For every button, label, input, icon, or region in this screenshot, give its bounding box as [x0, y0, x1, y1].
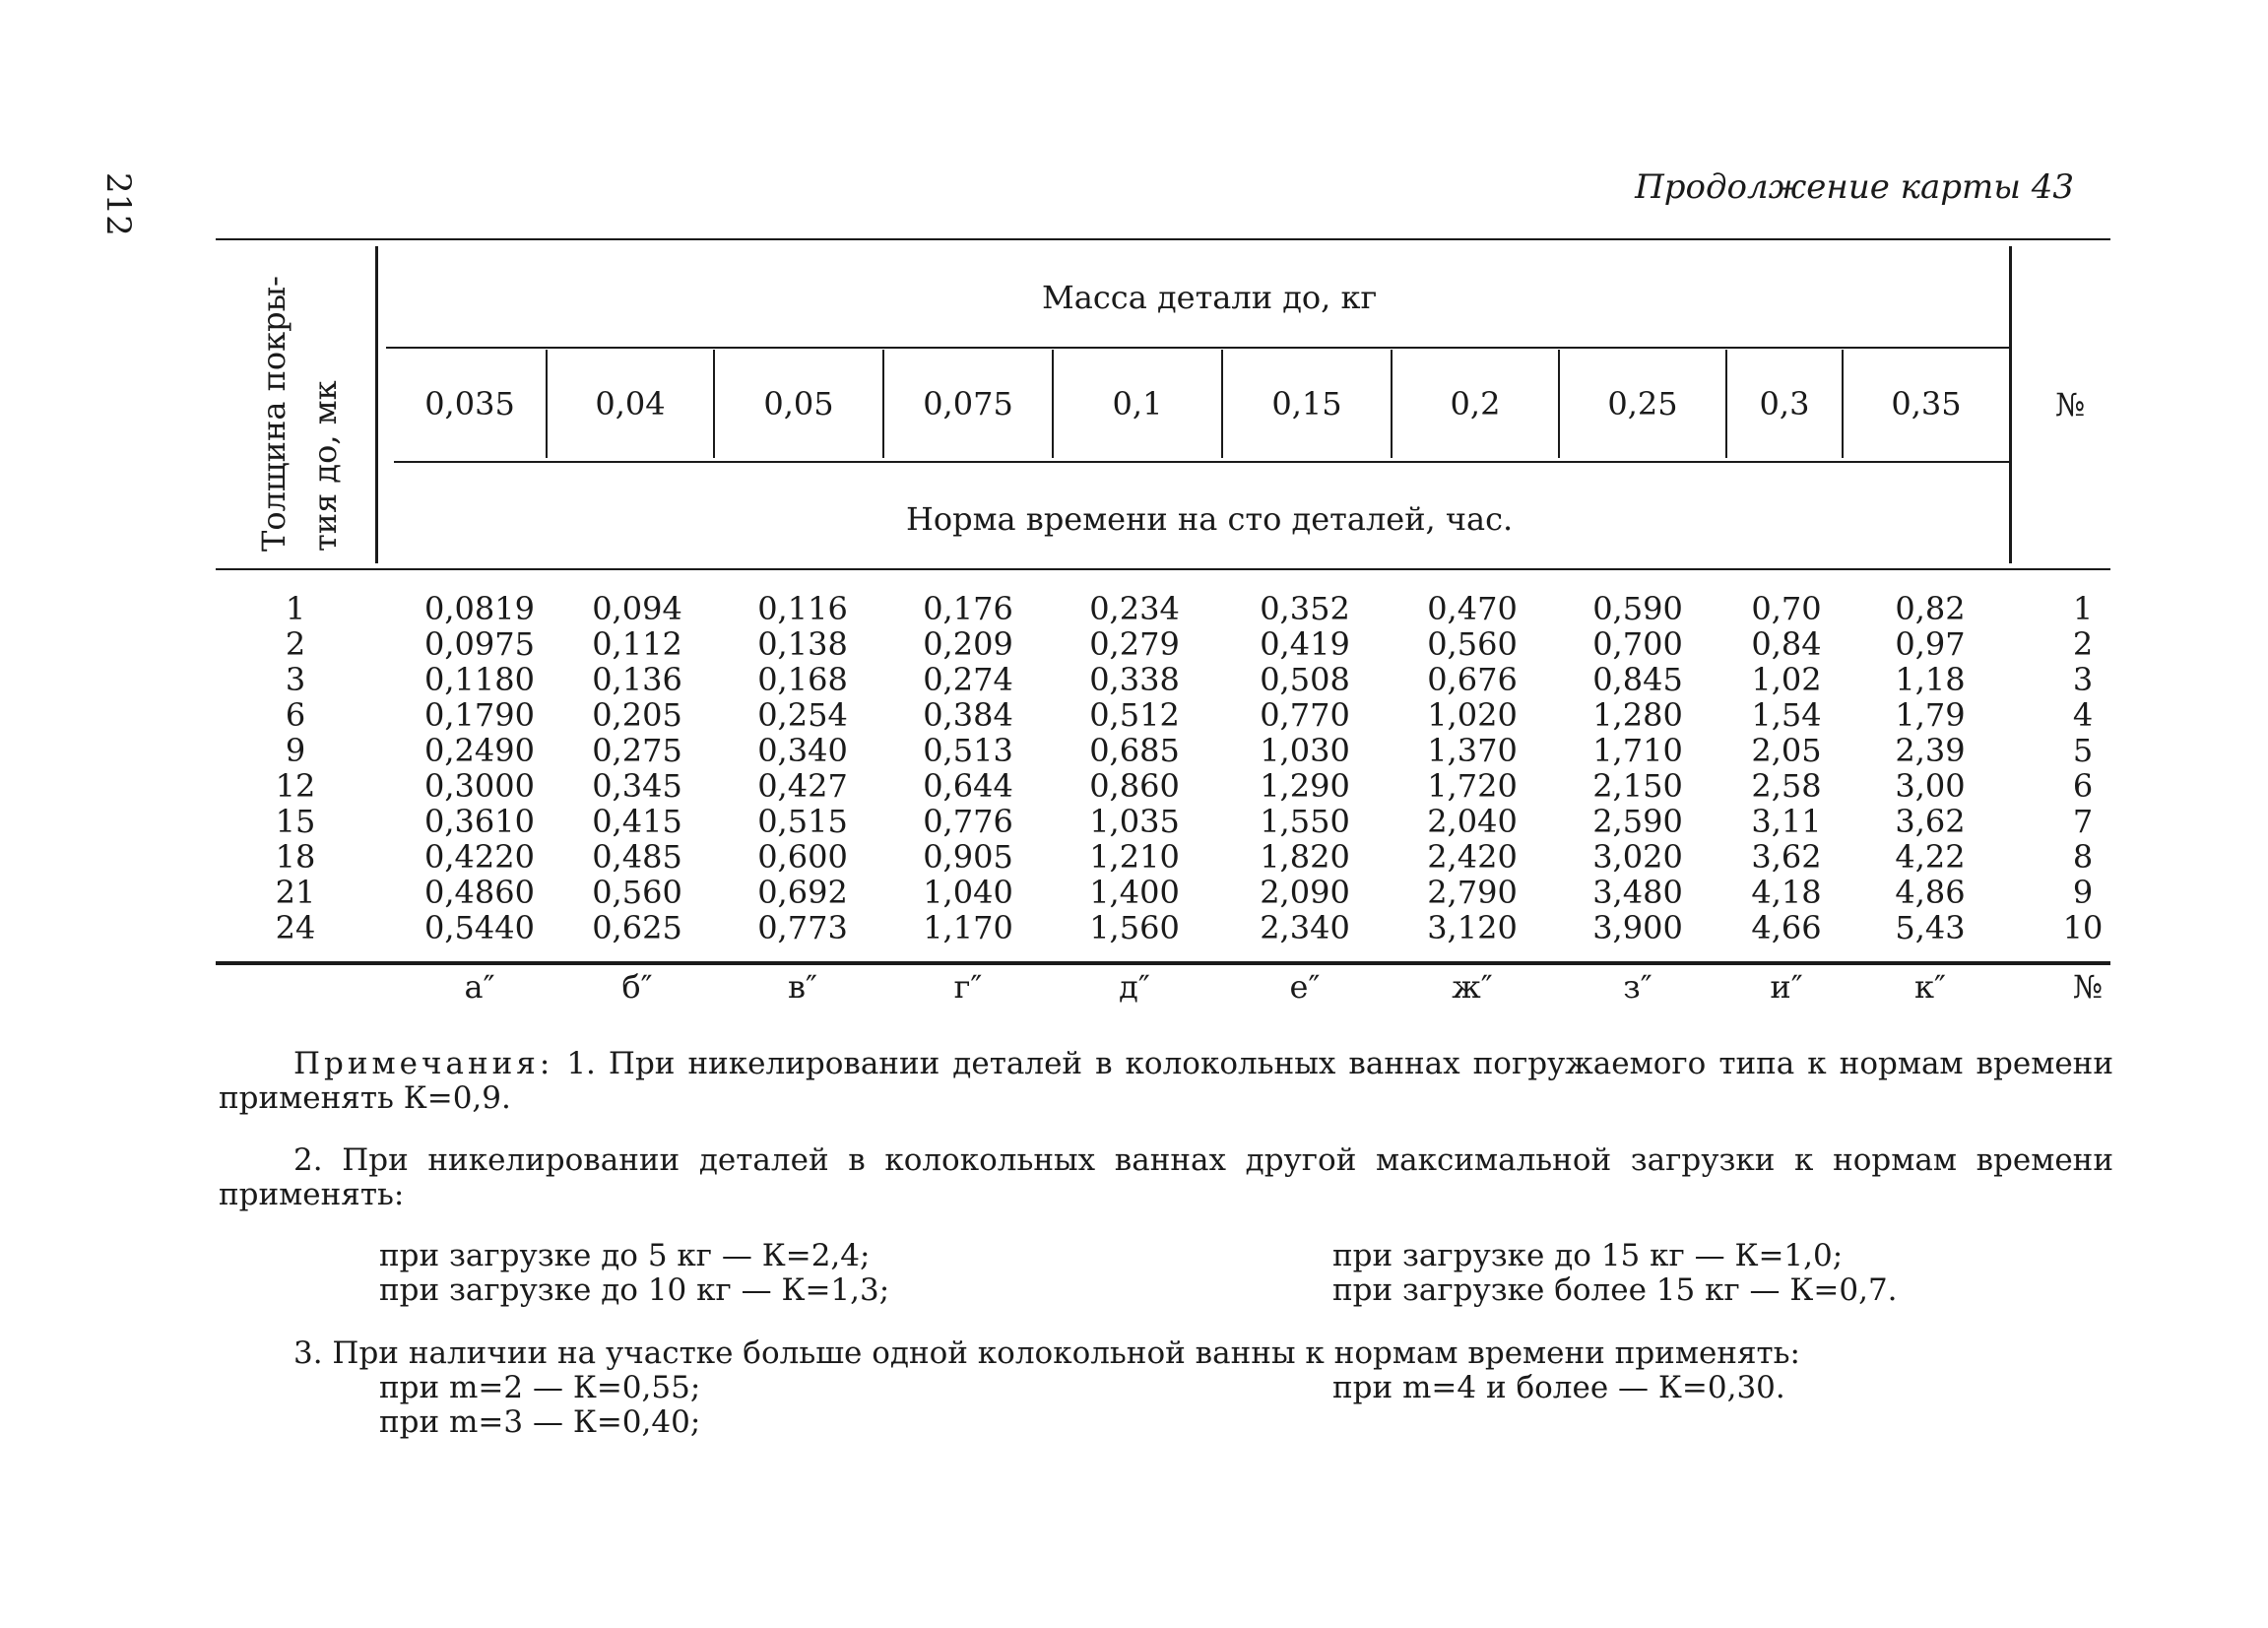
column-label: е″	[1289, 968, 1321, 1006]
norm-cell: 0,560	[1427, 625, 1518, 663]
column-label: в″	[788, 968, 817, 1006]
header-bottom-rule	[216, 568, 2110, 570]
norm-column-e	[1080, 591, 1189, 945]
norm-cell: 3,480	[1592, 874, 1683, 911]
norm-cell: 1,720	[1427, 767, 1518, 805]
norm-cell: 1,210	[1089, 838, 1180, 876]
row-number: 2	[2072, 625, 2094, 663]
norm-cell: 0,274	[923, 661, 1013, 698]
norm-cell: 2,790	[1427, 874, 1518, 911]
column-label: ж″	[1452, 968, 1493, 1006]
norm-cell: 0,770	[1260, 696, 1350, 734]
number-header: №	[2055, 386, 2086, 423]
norm-cell: 0,508	[1260, 661, 1350, 698]
number-column-divider	[2009, 246, 2012, 563]
thickness-value: 6	[285, 696, 306, 734]
norm-column-k	[1881, 591, 1979, 945]
mass-value: 0,2	[1450, 385, 1501, 423]
page-number: 212	[98, 172, 138, 236]
mass-value: 0,25	[1607, 385, 1678, 423]
column-label: з″	[1623, 968, 1652, 1006]
norm-cell: 0,845	[1592, 661, 1683, 698]
norm-cell: 0,116	[757, 590, 848, 627]
table-bottom-rule	[216, 961, 2110, 965]
thickness-value: 18	[275, 838, 316, 876]
row-number: 9	[2072, 874, 2094, 911]
norm-cell: 3,62	[1895, 803, 1966, 840]
norm-cell: 0,338	[1089, 661, 1180, 698]
norm-cell: 3,11	[1751, 803, 1822, 840]
mass-header: Масса детали до, кг	[1042, 279, 1378, 316]
mass-value: 0,035	[424, 385, 515, 423]
thickness-header	[248, 276, 351, 552]
norm-cell: 0,4860	[424, 874, 535, 911]
load-factor: при загрузке до 5 кг — К=2,4;	[379, 1238, 871, 1273]
norm-cell: 3,900	[1592, 909, 1683, 946]
bath-factor: при m=4 и более — К=0,30.	[1332, 1370, 1785, 1405]
norm-cell: 1,54	[1751, 696, 1822, 734]
norm-cell: 0,676	[1427, 661, 1518, 698]
continuation-title: Продолжение карты 43	[1635, 167, 2074, 207]
note-3-text: 3. При наличии на участке больше одной колокольной ванны к нормам времени применять:	[293, 1335, 1800, 1371]
norm-cell: 0,205	[592, 696, 682, 734]
norm-cell: 1,030	[1260, 732, 1350, 769]
row-number: 10	[2062, 909, 2104, 946]
norm-cell: 1,18	[1895, 661, 1966, 698]
row-number: 1	[2072, 590, 2094, 627]
column-label: и″	[1770, 968, 1803, 1006]
column-label: к″	[1914, 968, 1946, 1006]
norm-cell: 0,2490	[424, 732, 535, 769]
norm-cell: 0,515	[757, 803, 848, 840]
mass-value: 0,15	[1271, 385, 1342, 423]
norm-cell: 0,1790	[424, 696, 535, 734]
norm-cell: 1,290	[1260, 767, 1350, 805]
column-label: г″	[953, 968, 983, 1006]
norm-cell: 2,39	[1895, 732, 1966, 769]
thickness-column	[256, 591, 335, 945]
row-header-divider	[375, 246, 378, 563]
norm-cell: 4,86	[1895, 874, 1966, 911]
norm-cell: 0,176	[923, 590, 1013, 627]
norm-cell: 0,776	[923, 803, 1013, 840]
row-number: 5	[2072, 732, 2094, 769]
norm-cell: 1,020	[1427, 696, 1518, 734]
norm-cell: 0,470	[1427, 590, 1518, 627]
norm-cell: 0,094	[592, 590, 682, 627]
norm-cell: 0,485	[592, 838, 682, 876]
norm-cell: 0,4220	[424, 838, 535, 876]
column-label: д″	[1119, 968, 1150, 1006]
norm-cell: 0,254	[757, 696, 848, 734]
norm-cell: 0,860	[1089, 767, 1180, 805]
load-factor: при загрузке до 15 кг — К=1,0;	[1332, 1238, 1844, 1273]
norm-cell: 2,340	[1260, 909, 1350, 946]
norm-cell: 0,905	[923, 838, 1013, 876]
norm-cell: 0,97	[1895, 625, 1966, 663]
norm-cell: 0,82	[1895, 590, 1966, 627]
norm-cell: 0,1180	[424, 661, 535, 698]
thickness-value: 3	[285, 661, 306, 698]
row-number: 7	[2072, 803, 2094, 840]
note-2-text: 2. При никелировании деталей в колокольных ваннах другой максимальной загрузки к нормам времени применять:	[219, 1142, 2113, 1212]
bath-factor: при m=3 — К=0,40;	[379, 1404, 701, 1440]
norm-cell: 0,352	[1260, 590, 1350, 627]
norm-column-g	[1418, 591, 1526, 945]
norm-cell: 4,18	[1751, 874, 1822, 911]
norm-cell: 0,560	[592, 874, 682, 911]
column-label: а″	[464, 968, 495, 1006]
norm-cell: 0,415	[592, 803, 682, 840]
norm-cell: 0,70	[1751, 590, 1822, 627]
norm-cell: 1,710	[1592, 732, 1683, 769]
norm-column-d	[914, 591, 1022, 945]
norm-cell: 0,340	[757, 732, 848, 769]
mass-bottom-rule	[394, 461, 2009, 463]
footer-number-label: №	[2072, 968, 2104, 1006]
norm-cell: 2,58	[1751, 767, 1822, 805]
norm-cell: 1,370	[1427, 732, 1518, 769]
norm-cell: 1,040	[923, 874, 1013, 911]
norm-cell: 5,43	[1895, 909, 1966, 946]
thickness-value: 21	[275, 874, 316, 911]
norm-cell: 1,820	[1260, 838, 1350, 876]
norm-cell: 2,150	[1592, 767, 1683, 805]
norm-cell: 1,035	[1089, 803, 1180, 840]
thickness-header-line2: тия до, мк	[306, 380, 344, 552]
norm-header: Норма времени на сто деталей, час.	[906, 500, 1514, 538]
norm-cell: 0,84	[1751, 625, 1822, 663]
row-number: 8	[2072, 838, 2094, 876]
norm-cell: 0,0819	[424, 590, 535, 627]
norm-cell: 0,427	[757, 767, 848, 805]
norm-cell: 2,420	[1427, 838, 1518, 876]
mass-value: 0,05	[763, 385, 834, 423]
norm-cell: 2,05	[1751, 732, 1822, 769]
mass-value: 0,35	[1891, 385, 1962, 423]
norm-cell: 1,560	[1089, 909, 1180, 946]
norm-cell: 3,120	[1427, 909, 1518, 946]
norm-cell: 2,590	[1592, 803, 1683, 840]
mass-top-rule	[386, 347, 2009, 349]
norm-cell: 0,112	[592, 625, 682, 663]
norm-cell: 0,773	[757, 909, 848, 946]
norm-cell: 0,625	[592, 909, 682, 946]
norm-column-f	[1251, 591, 1359, 945]
thickness-value: 9	[285, 732, 306, 769]
norm-cell: 3,62	[1751, 838, 1822, 876]
bath-factor: при m=2 — К=0,55;	[379, 1370, 701, 1405]
mass-value: 0,075	[923, 385, 1013, 423]
norm-cell: 1,02	[1751, 661, 1822, 698]
norm-cell: 0,136	[592, 661, 682, 698]
norm-cell: 0,384	[923, 696, 1013, 734]
norm-cell: 4,22	[1895, 838, 1966, 876]
table-top-rule	[216, 238, 2110, 240]
norm-cell: 0,275	[592, 732, 682, 769]
row-number: 4	[2072, 696, 2094, 734]
thickness-value: 2	[285, 625, 306, 663]
note-2	[219, 1143, 2113, 1212]
norm-cell: 0,685	[1089, 732, 1180, 769]
thickness-value: 24	[275, 909, 316, 946]
norm-cell: 0,700	[1592, 625, 1683, 663]
load-factor: при загрузке более 15 кг — К=0,7.	[1332, 1272, 1898, 1308]
norm-cell: 0,3000	[424, 767, 535, 805]
mass-value: 0,04	[595, 385, 666, 423]
note-1	[219, 1047, 2113, 1116]
norm-cell: 2,040	[1427, 803, 1518, 840]
thickness-value: 12	[275, 767, 316, 805]
mass-value: 0,1	[1112, 385, 1163, 423]
norm-cell: 4,66	[1751, 909, 1822, 946]
row-number: 3	[2072, 661, 2094, 698]
note-1-text: 1. При никелировании деталей в колокольных ваннах погружаемого типа к нормам времени применять К=0,9.	[219, 1046, 2113, 1116]
row-number-column	[2058, 591, 2107, 945]
norm-column-h	[1584, 591, 1692, 945]
column-label: б″	[621, 968, 653, 1006]
thickness-header-line1: Толщина покры-	[255, 276, 292, 552]
norm-cell: 0,168	[757, 661, 848, 698]
norm-cell: 0,513	[923, 732, 1013, 769]
norm-cell: 1,79	[1895, 696, 1966, 734]
norm-column-c	[748, 591, 857, 945]
norm-cell: 0,512	[1089, 696, 1180, 734]
thickness-value: 15	[275, 803, 316, 840]
norm-cell: 0,234	[1089, 590, 1180, 627]
norm-cell: 0,138	[757, 625, 848, 663]
norm-cell: 1,170	[923, 909, 1013, 946]
row-number: 6	[2072, 767, 2094, 805]
norm-cell: 0,644	[923, 767, 1013, 805]
mass-value: 0,3	[1759, 385, 1810, 423]
norm-cell: 0,279	[1089, 625, 1180, 663]
norm-cell: 1,550	[1260, 803, 1350, 840]
norm-cell: 0,5440	[424, 909, 535, 946]
norm-cell: 0,419	[1260, 625, 1350, 663]
load-factor: при загрузке до 10 кг — К=1,3;	[379, 1272, 890, 1308]
norm-cell: 0,590	[1592, 590, 1683, 627]
norm-cell: 0,345	[592, 767, 682, 805]
norm-column-i	[1742, 591, 1831, 945]
thickness-value: 1	[285, 590, 306, 627]
norm-column-b	[583, 591, 691, 945]
norm-cell: 0,0975	[424, 625, 535, 663]
norm-cell: 0,692	[757, 874, 848, 911]
norm-cell: 1,400	[1089, 874, 1180, 911]
norm-cell: 3,020	[1592, 838, 1683, 876]
norm-cell: 3,00	[1895, 767, 1966, 805]
norm-column-a	[411, 591, 549, 945]
norm-cell: 1,280	[1592, 696, 1683, 734]
norm-cell: 0,3610	[424, 803, 535, 840]
norm-cell: 2,090	[1260, 874, 1350, 911]
norm-cell: 0,600	[757, 838, 848, 876]
norm-cell: 0,209	[923, 625, 1013, 663]
notes-heading: Примечания:	[293, 1046, 554, 1081]
